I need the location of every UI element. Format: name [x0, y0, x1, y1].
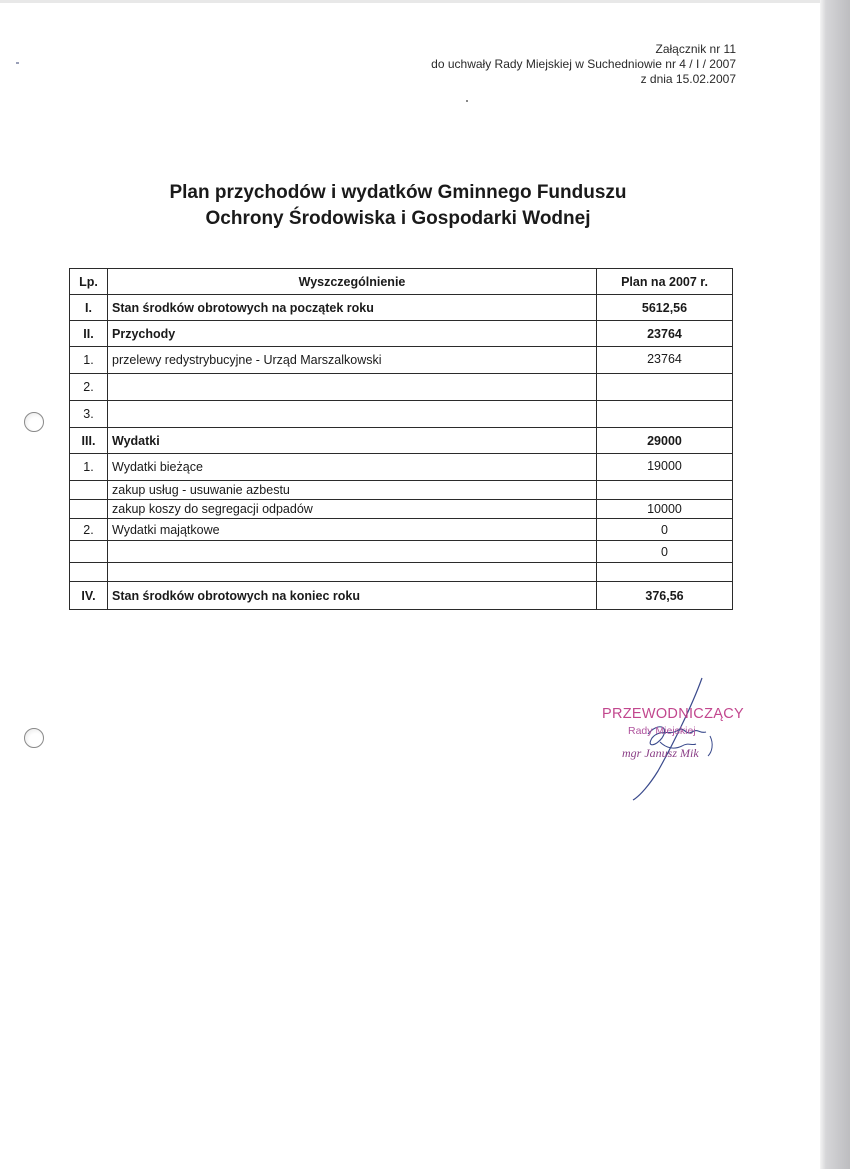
- row-lp: 2.: [70, 519, 108, 541]
- row-description: [108, 563, 597, 582]
- header-plan: Plan na 2007 r.: [597, 269, 733, 295]
- row-description: Wydatki majątkowe: [108, 519, 597, 541]
- row-description: [108, 401, 597, 428]
- row-description: przelewy redystrybucyjne - Urząd Marszalkowski: [108, 347, 597, 374]
- row-lp: 2.: [70, 374, 108, 401]
- scan-speck: [16, 62, 19, 64]
- row-description: Stan środków obrotowych na początek roku: [108, 295, 597, 321]
- row-plan-value: 19000: [597, 454, 733, 481]
- row-description: zakup usług - usuwanie azbestu: [108, 481, 597, 500]
- table-row: [70, 321, 733, 347]
- header-lp: Lp.: [70, 269, 108, 295]
- attachment-header: [431, 42, 736, 87]
- row-plan-value: [597, 481, 733, 500]
- table-row: [70, 541, 733, 563]
- row-description: Wydatki: [108, 428, 597, 454]
- row-plan-value: 0: [597, 541, 733, 563]
- punch-hole-top: [24, 412, 44, 432]
- row-plan-value: 10000: [597, 500, 733, 519]
- plan-table: [69, 268, 733, 610]
- official-stamp: [600, 706, 760, 806]
- table-row: [70, 582, 733, 610]
- table-row: [70, 563, 733, 582]
- row-description: [108, 541, 597, 563]
- row-lp: III.: [70, 428, 108, 454]
- row-plan-value: 23764: [597, 347, 733, 374]
- row-plan-value: [597, 374, 733, 401]
- stamp-name: mgr Janusz Mik: [622, 746, 699, 760]
- stamp-subtitle: Rady Miejskiej: [628, 725, 696, 737]
- row-lp: [70, 500, 108, 519]
- stamp-title: PRZEWODNICZĄCY: [602, 706, 744, 722]
- title-line-2: Ochrony Środowiska i Gospodarki Wodnej: [205, 208, 591, 229]
- table-row: [70, 500, 733, 519]
- row-plan-value: 0: [597, 519, 733, 541]
- attachment-number: Załącznik nr 11: [655, 42, 736, 56]
- row-plan-value: 23764: [597, 321, 733, 347]
- table-row: [70, 374, 733, 401]
- row-plan-value: 5612,56: [597, 295, 733, 321]
- table-row: [70, 481, 733, 500]
- row-lp: 3.: [70, 401, 108, 428]
- row-lp: I.: [70, 295, 108, 321]
- row-plan-value: [597, 401, 733, 428]
- table-row: [70, 428, 733, 454]
- document-title: [0, 180, 796, 232]
- row-lp: II.: [70, 321, 108, 347]
- row-plan-value: 376,56: [597, 582, 733, 610]
- row-lp: IV.: [70, 582, 108, 610]
- title-line-1: Plan przychodów i wydatków Gminnego Funduszu: [169, 182, 627, 203]
- punch-hole-bottom: [24, 728, 44, 748]
- table-row: [70, 295, 733, 321]
- table-row: [70, 519, 733, 541]
- table-row: [70, 454, 733, 481]
- row-lp: [70, 541, 108, 563]
- scanner-edge: [820, 0, 850, 1169]
- table-row: [70, 347, 733, 374]
- scan-top-edge: [0, 0, 850, 3]
- row-plan-value: [597, 563, 733, 582]
- row-description: Stan środków obrotowych na koniec roku: [108, 582, 597, 610]
- resolution-reference: do uchwały Rady Miejskiej w Suchedniowie nr 4 / I / 2007: [431, 57, 736, 71]
- table-header-row: [70, 269, 733, 295]
- row-lp: [70, 563, 108, 582]
- row-description: Wydatki bieżące: [108, 454, 597, 481]
- row-lp: 1.: [70, 454, 108, 481]
- row-description: [108, 374, 597, 401]
- row-lp: 1.: [70, 347, 108, 374]
- row-plan-value: 29000: [597, 428, 733, 454]
- row-lp: [70, 481, 108, 500]
- scan-speck: [466, 100, 468, 102]
- row-description: Przychody: [108, 321, 597, 347]
- resolution-date: z dnia 15.02.2007: [640, 72, 736, 86]
- row-description: zakup koszy do segregacji odpadów: [108, 500, 597, 519]
- table-row: [70, 401, 733, 428]
- header-description: Wyszczególnienie: [108, 269, 597, 295]
